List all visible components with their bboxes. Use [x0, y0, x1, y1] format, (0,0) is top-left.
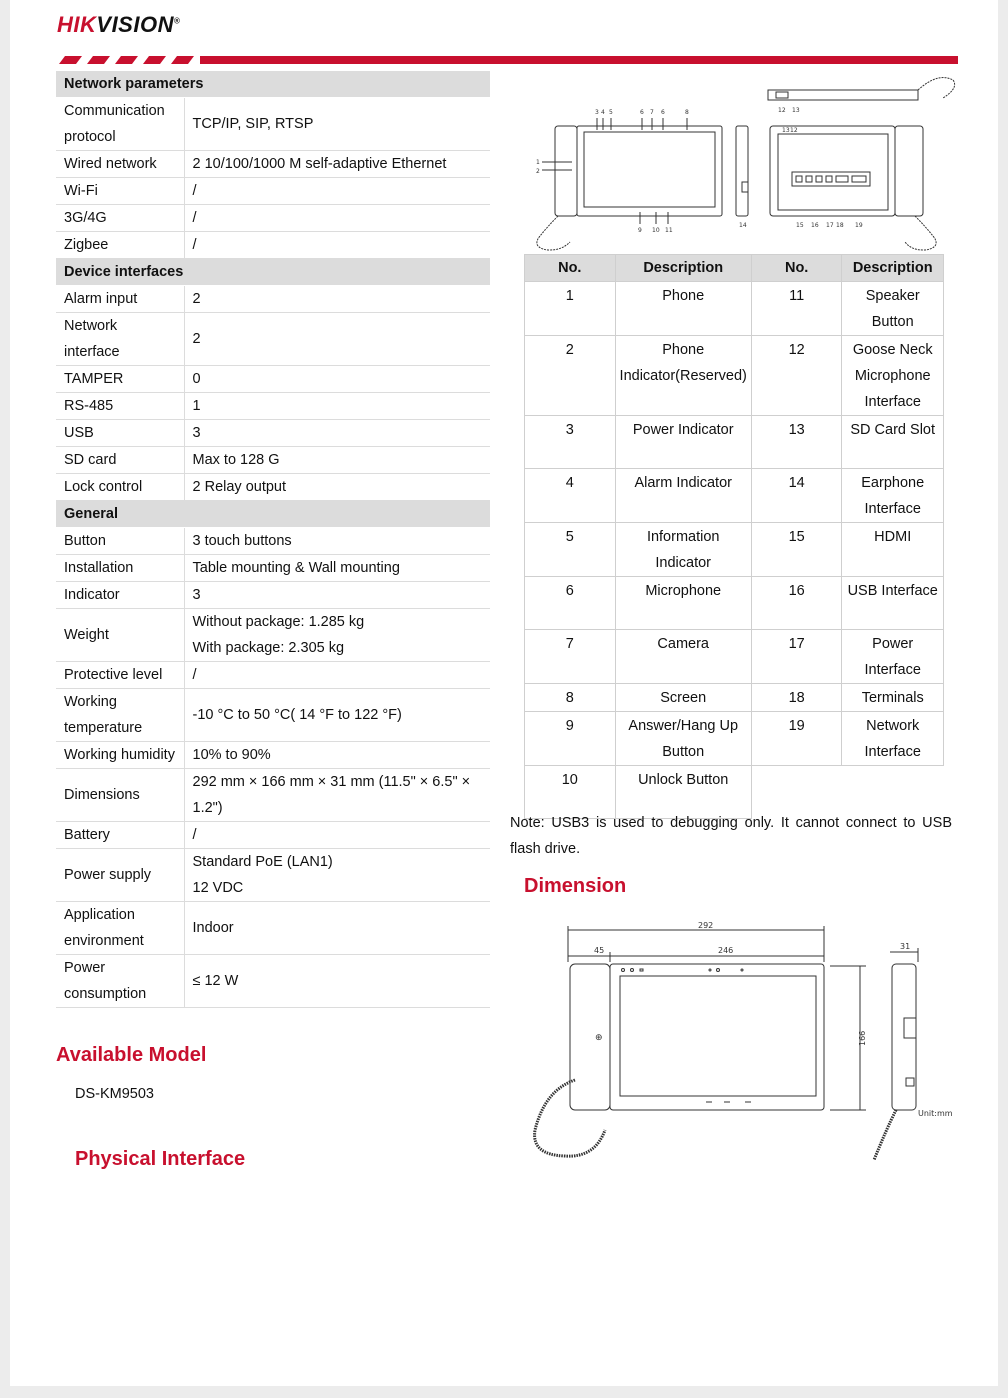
spec-row — [56, 393, 490, 420]
spec-key: SD card — [56, 447, 184, 474]
spec-value — [184, 582, 490, 609]
label-4: 4 — [601, 109, 605, 116]
spec-value-line: 2 — [192, 291, 201, 307]
interface-number: 15 — [751, 523, 842, 577]
spec-row — [56, 822, 490, 849]
dim-handset-width: 45 — [594, 946, 605, 955]
spec-value — [184, 609, 490, 662]
interface-number: 1 — [525, 282, 616, 336]
interface-number: 19 — [751, 712, 842, 766]
label-17: 17 — [826, 222, 834, 229]
spec-row — [56, 205, 490, 232]
interface-row — [525, 416, 944, 469]
interface-number: 4 — [525, 469, 616, 523]
spec-value — [184, 232, 490, 259]
spec-value-line: ≤ 12 W — [192, 973, 239, 989]
dimension-drawing — [520, 918, 960, 1168]
interface-row — [525, 684, 944, 712]
spec-key: Wired network — [56, 151, 184, 178]
spec-key: Indicator — [56, 582, 184, 609]
spec-value — [184, 662, 490, 689]
label-10: 10 — [652, 227, 660, 234]
label-6a: 6 — [640, 109, 644, 116]
interface-number: 6 — [525, 577, 616, 630]
available-model-heading: Available Model — [56, 1044, 207, 1066]
spec-row — [56, 902, 490, 955]
interface-description: Screen — [615, 684, 751, 712]
interface-row — [525, 282, 944, 336]
spec-value-line: 12 VDC — [192, 880, 244, 896]
specification-table — [56, 71, 490, 1008]
spec-row — [56, 742, 490, 769]
interface-number: 12 — [751, 336, 842, 416]
interface-number: 10 — [525, 766, 616, 819]
interface-description: Power Interface — [842, 630, 944, 684]
spec-value-line: / — [192, 667, 197, 683]
spec-value — [184, 178, 490, 205]
spec-key: TAMPER — [56, 366, 184, 393]
spec-row — [56, 178, 490, 205]
top-view — [768, 78, 955, 100]
spec-row — [56, 769, 490, 822]
label-6b: 6 — [661, 109, 665, 116]
spec-value-line: 2 10/100/1000 M self-adaptive Ethernet — [192, 156, 447, 172]
spec-value — [184, 151, 490, 178]
spec-row — [56, 582, 490, 609]
interface-description: Microphone — [615, 577, 751, 630]
logo-dark-text: VISION — [96, 12, 174, 37]
model-number: DS-KM9503 — [75, 1086, 154, 1102]
spec-value-line: / — [192, 183, 197, 199]
col-header-description-2: Description — [842, 255, 944, 282]
interface-diagram — [520, 72, 960, 247]
interface-row — [525, 630, 944, 684]
side-view — [736, 126, 748, 216]
spec-value-line: 2 Relay output — [192, 479, 287, 495]
datasheet-page — [10, 0, 998, 1386]
spec-row — [56, 555, 490, 582]
spec-key: Installation — [56, 555, 184, 582]
label-13-top: 13 — [792, 107, 800, 114]
interface-description: Goose Neck Microphone Interface — [842, 336, 944, 416]
interface-number: 3 — [525, 416, 616, 469]
spec-key: Network interface — [56, 313, 184, 366]
spec-value — [184, 955, 490, 1008]
spec-row — [56, 662, 490, 689]
spec-value-line: 10% to 90% — [192, 747, 271, 763]
label-11: 11 — [665, 227, 673, 234]
spec-key: Zigbee — [56, 232, 184, 259]
spec-key: Working temperature — [56, 689, 184, 742]
spec-value — [184, 902, 490, 955]
spec-value — [184, 474, 490, 501]
label-19: 19 — [855, 222, 863, 229]
section-header — [56, 501, 490, 528]
section-title: Network parameters — [56, 71, 490, 98]
spec-row — [56, 232, 490, 259]
spec-row — [56, 313, 490, 366]
spec-row — [56, 474, 490, 501]
label-3: 3 — [595, 109, 599, 116]
spec-value-line: Without package: 1.285 kg — [192, 614, 365, 630]
spec-value — [184, 366, 490, 393]
spec-row — [56, 151, 490, 178]
label-12-back: 12 — [790, 127, 798, 134]
spec-value — [184, 205, 490, 232]
physical-interface-heading: Physical Interface — [75, 1148, 246, 1170]
spec-value — [184, 447, 490, 474]
interface-description: Unlock Button — [615, 766, 751, 819]
spec-value — [184, 313, 490, 366]
dim-depth: 31 — [900, 942, 911, 951]
interface-description: Answer/Hang Up Button — [615, 712, 751, 766]
spec-key: Communication protocol — [56, 98, 184, 151]
interface-description: Power Indicator — [615, 416, 751, 469]
spec-key: Alarm input — [56, 286, 184, 313]
spec-value-line: 292 mm × 166 mm × 31 mm (11.5" × 6.5" × 1.2") — [192, 774, 471, 816]
interface-number: 11 — [751, 282, 842, 336]
section-header — [56, 259, 490, 286]
interface-number: 16 — [751, 577, 842, 630]
interface-description: Phone Indicator(Reserved) — [615, 336, 751, 416]
label-5: 5 — [609, 109, 613, 116]
back-view — [770, 126, 936, 250]
col-header-no-1: No. — [525, 255, 616, 282]
spec-value-line: 3 touch buttons — [192, 533, 292, 549]
dimension-heading: Dimension — [524, 875, 627, 897]
spec-row — [56, 98, 490, 151]
spec-key: Protective level — [56, 662, 184, 689]
interface-description: Earphone Interface — [842, 469, 944, 523]
spec-value — [184, 849, 490, 902]
section-header — [56, 71, 490, 98]
spec-value — [184, 555, 490, 582]
spec-value-line: 0 — [192, 371, 201, 387]
interface-number: 14 — [751, 469, 842, 523]
label-2: 2 — [536, 168, 540, 175]
dim-unit: Unit:mm — [918, 1109, 953, 1118]
spec-value-line: / — [192, 827, 197, 843]
spec-row — [56, 366, 490, 393]
spec-row — [56, 609, 490, 662]
logo-trademark: ® — [173, 16, 181, 26]
spec-value — [184, 822, 490, 849]
spec-value-line: Table mounting & Wall mounting — [192, 560, 400, 576]
interface-number: 5 — [525, 523, 616, 577]
usb-note: Note: USB3 is used to debugging only. It cannot connect to USB flash drive. — [510, 815, 952, 857]
spec-value-line: With package: 2.305 kg — [192, 640, 345, 656]
spec-key: Wi-Fi — [56, 178, 184, 205]
header-rule — [200, 56, 958, 64]
interface-number: 9 — [525, 712, 616, 766]
interface-number: 2 — [525, 336, 616, 416]
interface-row — [525, 577, 944, 630]
label-13-back: 13 — [782, 127, 790, 134]
spec-key: 3G/4G — [56, 205, 184, 232]
dim-screen-width: 246 — [718, 946, 734, 955]
interface-row — [525, 712, 944, 766]
spec-value-line: Max to 128 G — [192, 452, 280, 468]
spec-value-line: 3 — [192, 425, 201, 441]
interface-number: 18 — [751, 684, 842, 712]
spec-key: Application environment — [56, 902, 184, 955]
spec-key: Lock control — [56, 474, 184, 501]
label-18: 18 — [836, 222, 844, 229]
label-12-top: 12 — [778, 107, 786, 114]
label-9: 9 — [638, 227, 642, 234]
spec-value-line: -10 °C to 50 °C( 14 °F to 122 °F) — [192, 707, 402, 723]
spec-value — [184, 742, 490, 769]
spec-row — [56, 286, 490, 313]
spec-row — [56, 420, 490, 447]
label-8: 8 — [685, 109, 689, 116]
spec-key: Power supply — [56, 849, 184, 902]
dim-height: 166 — [858, 1030, 867, 1046]
interface-number: 13 — [751, 416, 842, 469]
label-16: 16 — [811, 222, 819, 229]
spec-row — [56, 955, 490, 1008]
spec-value — [184, 528, 490, 555]
section-title: Device interfaces — [56, 259, 490, 286]
label-15: 15 — [796, 222, 804, 229]
front-view — [537, 118, 722, 250]
label-7: 7 — [650, 109, 654, 116]
section-title: General — [56, 501, 490, 528]
interface-row — [525, 336, 944, 416]
spec-value-line: / — [192, 237, 197, 253]
interface-description: Speaker Button — [842, 282, 944, 336]
spec-value-line: Standard PoE (LAN1) — [192, 854, 333, 870]
spec-key: Battery — [56, 822, 184, 849]
spec-row — [56, 689, 490, 742]
spec-value-line: Indoor — [192, 920, 234, 936]
interface-table — [524, 254, 944, 819]
label-1: 1 — [536, 159, 540, 166]
spec-key: Dimensions — [56, 769, 184, 822]
interface-description: Alarm Indicator — [615, 469, 751, 523]
spec-row — [56, 849, 490, 902]
spec-key: Working humidity — [56, 742, 184, 769]
spec-key: USB — [56, 420, 184, 447]
interface-description: Network Interface — [842, 712, 944, 766]
interface-description: USB Interface — [842, 577, 944, 630]
interface-row — [525, 469, 944, 523]
interface-description: Phone — [615, 282, 751, 336]
spec-value — [184, 420, 490, 447]
logo-red-text: HIK — [57, 12, 97, 37]
spec-key: Weight — [56, 609, 184, 662]
spec-key: Button — [56, 528, 184, 555]
interface-number: 8 — [525, 684, 616, 712]
header-stripes — [57, 56, 202, 64]
spec-value-line: 1 — [192, 398, 201, 414]
interface-row — [525, 523, 944, 577]
col-header-description-1: Description — [615, 255, 751, 282]
svg-text:⊕: ⊕ — [595, 1033, 603, 1043]
spec-key: Power consumption — [56, 955, 184, 1008]
spec-value — [184, 393, 490, 420]
spec-value — [184, 689, 490, 742]
interface-number: 7 — [525, 630, 616, 684]
col-header-no-2: No. — [751, 255, 842, 282]
spec-value — [184, 286, 490, 313]
spec-row — [56, 528, 490, 555]
interface-description: Camera — [615, 630, 751, 684]
hikvision-logo — [57, 12, 180, 38]
spec-value-line: 2 — [192, 331, 201, 347]
spec-key: RS-485 — [56, 393, 184, 420]
dim-overall-width: 292 — [698, 921, 714, 930]
spec-value-line: 3 — [192, 587, 201, 603]
spec-value-line: / — [192, 210, 197, 226]
interface-description: HDMI — [842, 523, 944, 577]
label-14: 14 — [739, 222, 747, 229]
interface-description: Information Indicator — [615, 523, 751, 577]
spec-row — [56, 447, 490, 474]
spec-value-line: TCP/IP, SIP, RTSP — [192, 116, 314, 132]
interface-number: 17 — [751, 630, 842, 684]
interface-description: SD Card Slot — [842, 416, 944, 469]
interface-description: Terminals — [842, 684, 944, 712]
spec-value — [184, 98, 490, 151]
spec-value — [184, 769, 490, 822]
